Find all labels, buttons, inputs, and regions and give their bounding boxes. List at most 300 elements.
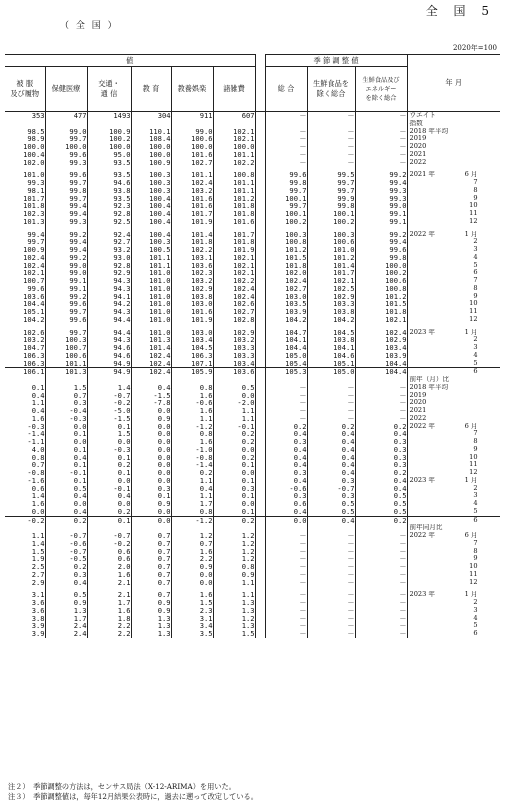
- period-cell: [407, 269, 500, 277]
- period-cell: [407, 293, 500, 301]
- table-cell: －: [355, 548, 407, 556]
- table-cell: 0.9: [131, 415, 171, 423]
- table-cell: 105.0: [307, 368, 355, 376]
- table-row: [5, 285, 500, 293]
- table-cell: －: [307, 571, 355, 579]
- period-year: 2022: [409, 158, 427, 166]
- table-cell: 100.3: [131, 171, 171, 179]
- table-cell: 3.9: [31, 630, 45, 638]
- period-cell: [407, 423, 500, 431]
- period-year: 2019: [409, 135, 427, 143]
- table-cell: 101.8: [213, 238, 255, 246]
- table-cell: 0.0: [213, 469, 255, 477]
- table-cell: －: [265, 384, 307, 392]
- table-cell: 0.1: [45, 430, 87, 438]
- table-cell: 0.9: [131, 599, 171, 607]
- table-cell: －: [265, 607, 307, 615]
- table-cell: 106.3: [23, 351, 45, 360]
- table-cell: 0.5: [355, 508, 407, 516]
- column-spacer: [255, 384, 265, 392]
- table-cell: 100.9: [87, 128, 131, 136]
- table-cell: 99.4: [45, 210, 87, 218]
- period-cell: [407, 438, 500, 446]
- table-cell: [213, 120, 255, 128]
- table-cell: 102.0: [265, 269, 307, 277]
- period-month: 1 月: [464, 328, 478, 336]
- table-cell: 101.6: [171, 308, 213, 316]
- table-cell: 102.7: [171, 159, 213, 167]
- table-cell: 99.8: [307, 202, 355, 210]
- table-row: [5, 399, 500, 407]
- footnote: 注２） 季節調整の方法は，センサス局法（X-12-ARIMA）を用いた。: [8, 782, 236, 791]
- table-cell: [355, 376, 407, 384]
- table-cell: －: [355, 555, 407, 563]
- table-cell: -0.1: [45, 469, 87, 477]
- table-cell: 94.3: [87, 308, 131, 316]
- period-month: 7: [473, 430, 478, 438]
- table-cell: 0.4: [307, 446, 355, 454]
- table-cell: 100.9: [131, 159, 171, 167]
- period-cell: [407, 548, 500, 556]
- period-cell: [407, 524, 500, 532]
- table-cell: －: [307, 135, 355, 143]
- period-month: 6 月: [464, 171, 478, 179]
- period-cell: [407, 316, 500, 324]
- period-cell: [407, 151, 500, 159]
- table-cell: 104.4: [23, 300, 45, 308]
- period-cell: [407, 615, 500, 623]
- table-cell: －: [355, 607, 407, 615]
- table-cell: 100.0: [131, 151, 171, 159]
- table-row: [5, 329, 500, 337]
- table-cell: [45, 120, 87, 128]
- period-cell: [407, 143, 500, 151]
- table-cell: 1.2: [213, 548, 255, 556]
- table-cell: 99.2: [355, 171, 407, 179]
- table-cell: 0.6: [87, 555, 131, 563]
- table-cell: 99.6: [45, 316, 87, 324]
- table-cell: 99.0: [171, 128, 213, 136]
- table-cell: 102.4: [171, 179, 213, 187]
- table-cell: －: [307, 607, 355, 615]
- table-cell: -1.5: [87, 415, 131, 423]
- col-header-clothing: 被 服 及び履物: [5, 67, 45, 112]
- period-year: ウエイト: [409, 111, 436, 119]
- table-cell: 0.9: [45, 599, 87, 607]
- table-cell: 94.1: [87, 293, 131, 301]
- table-cell: 2.9: [31, 578, 45, 587]
- column-spacer: [255, 399, 265, 407]
- table-cell: 0.0: [131, 438, 171, 446]
- table-row: [5, 438, 500, 446]
- table-cell: 99.6: [27, 284, 45, 293]
- table-cell: 106.1: [23, 367, 45, 376]
- period-cell: [407, 599, 500, 607]
- period-month: 6: [473, 367, 478, 376]
- table-cell: 0.7: [131, 591, 171, 599]
- column-spacer: [255, 563, 265, 571]
- table-cell: 103.3: [213, 344, 255, 352]
- table-cell: [131, 376, 171, 384]
- period-month: 4: [473, 614, 478, 622]
- table-cell: 103.6: [213, 368, 255, 376]
- table-row: [5, 500, 500, 508]
- table-cell: 2.2: [87, 622, 131, 630]
- table-cell: －: [265, 571, 307, 579]
- table-cell: -0.8: [171, 454, 213, 462]
- table-cell: -0.7: [45, 548, 87, 556]
- table-cell: 94.4: [87, 329, 131, 337]
- table-row: [5, 579, 500, 587]
- table-cell: [45, 524, 87, 532]
- table-row: [5, 254, 500, 262]
- period-year: 2023 年: [409, 591, 435, 599]
- table-row: [5, 571, 500, 579]
- table-cell: 93.5: [87, 159, 131, 167]
- table-row: [5, 469, 500, 477]
- table-cell: 0.0: [87, 500, 131, 508]
- table-cell: 99.4: [355, 179, 407, 187]
- table-cell: 2.1: [87, 591, 131, 599]
- table-cell: 92.8: [87, 262, 131, 270]
- table-cell: －: [355, 615, 407, 623]
- table-cell: 101.7: [213, 231, 255, 239]
- table-cell: －: [355, 143, 407, 151]
- table-cell: 103.2: [213, 336, 255, 344]
- table-cell: 0.0: [87, 438, 131, 446]
- period-month: 2: [473, 599, 478, 606]
- period-year: 2023 年: [409, 476, 435, 484]
- table-cell: 3.1: [171, 615, 213, 623]
- table-cell: -0.7: [307, 485, 355, 493]
- period-cell: [407, 415, 500, 423]
- table-cell: 3.9: [31, 622, 45, 630]
- table-cell: －: [265, 579, 307, 587]
- column-spacer: [255, 508, 265, 516]
- table-cell: -1.0: [171, 446, 213, 454]
- column-spacer: [255, 423, 265, 431]
- table-cell: -0.7: [87, 392, 131, 400]
- table-cell: [265, 376, 307, 384]
- table-cell: 100.8: [213, 171, 255, 179]
- table-cell: 99.3: [45, 159, 87, 167]
- table-cell: 99.3: [355, 187, 407, 195]
- table-cell: 102.4: [23, 253, 45, 262]
- period-month: 3: [473, 246, 478, 253]
- period-cell: [407, 485, 500, 493]
- table-cell: －: [307, 159, 355, 167]
- column-spacer: [255, 352, 265, 360]
- column-spacer: [255, 555, 265, 563]
- period-cell: [407, 368, 500, 376]
- table-cell: -0.2: [87, 540, 131, 548]
- table-cell: 101.0: [131, 308, 171, 316]
- table-cell: 0.0: [171, 571, 213, 579]
- table-row: [5, 532, 500, 540]
- table-row: [5, 231, 500, 239]
- table-cell: 104.6: [307, 352, 355, 360]
- period-cell: [407, 392, 500, 400]
- table-cell: －: [355, 128, 407, 136]
- table-cell: 101.2: [307, 254, 355, 262]
- period-month: 5: [473, 359, 478, 367]
- table-cell: 0.4: [355, 485, 407, 493]
- table-cell: 99.1: [355, 218, 407, 226]
- table-row: [5, 446, 500, 454]
- table-cell: 110.1: [131, 128, 171, 136]
- table-cell: －: [265, 622, 307, 630]
- table-cell: －: [265, 532, 307, 540]
- table-cell: －: [355, 599, 407, 607]
- table-cell: 103.1: [171, 254, 213, 262]
- table-cell: 101.1: [213, 187, 255, 195]
- table-cell: 0.0: [213, 500, 255, 508]
- table-row: [5, 540, 500, 548]
- period-cell: [407, 308, 500, 316]
- table-cell: 101.6: [171, 151, 213, 159]
- column-spacer: [255, 159, 265, 167]
- table-cell: 1.9: [31, 555, 45, 563]
- table-cell: 1.6: [171, 438, 213, 446]
- table-cell: 0.2: [213, 430, 255, 438]
- table-row: [5, 360, 500, 368]
- table-row: [5, 179, 500, 187]
- table-cell: 101.8: [23, 202, 45, 210]
- table-cell: 0.0: [131, 508, 171, 516]
- table-cell: 0.3: [355, 461, 407, 469]
- table-row: [5, 415, 500, 423]
- table-cell: 100.0: [131, 143, 171, 151]
- table-cell: 3.6: [31, 599, 45, 607]
- table-cell: 100.2: [307, 218, 355, 226]
- table-cell: 93.5: [87, 171, 131, 179]
- table-cell: 1.6: [31, 414, 45, 423]
- table-cell: －: [355, 399, 407, 407]
- table-cell: 103.6: [171, 262, 213, 270]
- table-cell: 0.4: [355, 430, 407, 438]
- period-cell: [407, 469, 500, 477]
- table-cell: 105.4: [265, 360, 307, 368]
- column-spacer: [255, 492, 265, 500]
- table-cell: 101.0: [131, 285, 171, 293]
- table-cell: -1.6: [27, 476, 45, 485]
- table-cell: 102.9: [171, 285, 213, 293]
- period-cell: [407, 210, 500, 218]
- table-cell: 0.2: [213, 516, 255, 524]
- table-cell: －: [307, 151, 355, 159]
- table-cell: 0.1: [213, 508, 255, 516]
- period-month: 12: [469, 315, 478, 323]
- table-cell: -0.6: [45, 540, 87, 548]
- period-year: 2022: [409, 414, 427, 422]
- column-spacer: [255, 524, 265, 532]
- table-cell: -0.4: [45, 407, 87, 415]
- table-cell: 92.7: [87, 238, 131, 246]
- table-cell: 0.9: [213, 571, 255, 579]
- table-cell: －: [265, 615, 307, 623]
- table-cell: -0.6: [265, 485, 307, 493]
- period-cell: [407, 112, 500, 120]
- table-cell: 2.1: [87, 579, 131, 587]
- table-cell: 0.3: [45, 571, 87, 579]
- table-cell: -0.8: [27, 469, 45, 477]
- table-cell: 101.0: [131, 316, 171, 324]
- col-header-education: 教 育: [131, 67, 171, 112]
- column-spacer: [255, 430, 265, 438]
- table-cell: －: [307, 555, 355, 563]
- table-cell: 102.1: [213, 254, 255, 262]
- table-cell: 103.0: [171, 300, 213, 308]
- column-spacer: [255, 128, 265, 136]
- table-row: [5, 202, 500, 210]
- table-cell: 99.4: [45, 202, 87, 210]
- table-row: [5, 368, 500, 376]
- table-row: [5, 293, 500, 301]
- period-cell: [407, 384, 500, 392]
- table-cell: －: [307, 399, 355, 407]
- table-cell: 0.4: [307, 469, 355, 477]
- table-cell: －: [355, 135, 407, 143]
- table-cell: 0.7: [131, 540, 171, 548]
- table-cell: [5, 120, 45, 128]
- period-month: 9: [473, 555, 478, 563]
- table-cell: 0.3: [265, 492, 307, 500]
- table-row: [5, 407, 500, 415]
- period-cell: [407, 171, 500, 179]
- table-cell: 100.9: [23, 246, 45, 254]
- table-cell: 100.3: [131, 179, 171, 187]
- table-cell: 0.8: [171, 430, 213, 438]
- period-cell: [407, 376, 500, 384]
- period-month: 3: [473, 492, 478, 500]
- table-cell: 100.2: [265, 218, 307, 226]
- column-spacer: [255, 210, 265, 218]
- table-cell: 100.4: [131, 231, 171, 239]
- table-cell: 911: [171, 112, 213, 120]
- table-cell: 104.5: [307, 329, 355, 337]
- table-cell: 103.9: [265, 308, 307, 316]
- table-cell: 100.4: [131, 210, 171, 218]
- table-cell: [265, 524, 307, 532]
- table-cell: 101.1: [213, 179, 255, 187]
- table-cell: -0.2: [87, 399, 131, 407]
- table-cell: －: [265, 599, 307, 607]
- table-cell: 103.0: [171, 329, 213, 337]
- table-cell: 102.2: [213, 159, 255, 167]
- table-cell: 100.2: [355, 269, 407, 277]
- column-spacer: [255, 446, 265, 454]
- table-row: [5, 262, 500, 270]
- table-cell: 101.2: [355, 293, 407, 301]
- table-cell: 103.5: [265, 300, 307, 308]
- column-spacer: [255, 336, 265, 344]
- column-spacer: [255, 485, 265, 493]
- table-row: [5, 524, 500, 532]
- table-cell: 94.9: [87, 368, 131, 376]
- table-cell: 99.0: [355, 202, 407, 210]
- table-row: [5, 316, 500, 324]
- table-row: [5, 461, 500, 469]
- table-cell: 1.6: [87, 571, 131, 579]
- table-cell: -0.7: [87, 532, 131, 540]
- table-cell: －: [355, 563, 407, 571]
- table-cell: 100.3: [131, 238, 171, 246]
- column-spacer: [255, 438, 265, 446]
- table-cell: －: [355, 407, 407, 415]
- table-cell: 99.2: [355, 231, 407, 239]
- table-cell: 102.7: [265, 285, 307, 293]
- table-cell: 101.1: [45, 360, 87, 368]
- region-label: （ 全 国 ）: [60, 21, 119, 31]
- table-cell: 0.3: [131, 485, 171, 493]
- table-body: [5, 112, 500, 638]
- period-year: 2021: [409, 150, 427, 158]
- table-cell: 0.7: [131, 571, 171, 579]
- table-cell: 1.2: [213, 555, 255, 563]
- table-row: [5, 120, 500, 128]
- period-month: 10: [469, 563, 478, 570]
- table-row: [5, 516, 500, 524]
- table-cell: 0.0: [265, 516, 307, 524]
- table-cell: 1.5: [87, 430, 131, 438]
- table-cell: 0.6: [31, 484, 45, 493]
- period-month: 2: [473, 484, 478, 492]
- table-cell: 99.7: [307, 187, 355, 195]
- table-row: [5, 607, 500, 615]
- period-month: 1 月: [464, 476, 478, 484]
- table-cell: 0.5: [307, 508, 355, 516]
- base-year-label: 2020年=100: [452, 44, 497, 52]
- table-row: [5, 423, 500, 431]
- table-cell: [355, 120, 407, 128]
- table-cell: 101.1: [213, 151, 255, 159]
- table-cell: 0.9: [171, 563, 213, 571]
- table-cell: 95.0: [87, 151, 131, 159]
- table-cell: 103.4: [213, 360, 255, 368]
- column-spacer: [255, 300, 265, 308]
- column-spacer: [255, 344, 265, 352]
- column-spacer: [255, 407, 265, 415]
- table-cell: 1.5: [213, 630, 255, 638]
- table-cell: 104.1: [307, 344, 355, 352]
- table-cell: 0.1: [213, 492, 255, 500]
- column-spacer: [255, 329, 265, 337]
- table-cell: -7.8: [131, 399, 171, 407]
- table-cell: 94.2: [87, 300, 131, 308]
- table-cell: －: [265, 591, 307, 599]
- table-cell: 101.9: [213, 246, 255, 254]
- table-cell: 99.6: [355, 246, 407, 254]
- table-cell: 99.1: [45, 277, 87, 285]
- table-cell: 99.8: [265, 179, 307, 187]
- table-cell: 0.3: [355, 454, 407, 462]
- table-cell: 94.6: [87, 352, 131, 360]
- table-cell: 93.5: [87, 195, 131, 203]
- period-month: 7: [473, 277, 478, 284]
- table-row: [5, 308, 500, 316]
- table-row: [5, 171, 500, 179]
- table-cell: 102.4: [131, 368, 171, 376]
- period-cell: [407, 344, 500, 352]
- table-cell: 99.1: [45, 285, 87, 293]
- table-row: [5, 344, 500, 352]
- table-cell: 102.9: [213, 329, 255, 337]
- table-cell: 102.1: [213, 128, 255, 136]
- table-cell: 477: [45, 112, 87, 120]
- table-cell: 99.6: [45, 171, 87, 179]
- table-cell: －: [265, 128, 307, 136]
- table-cell: 1.1: [171, 415, 213, 423]
